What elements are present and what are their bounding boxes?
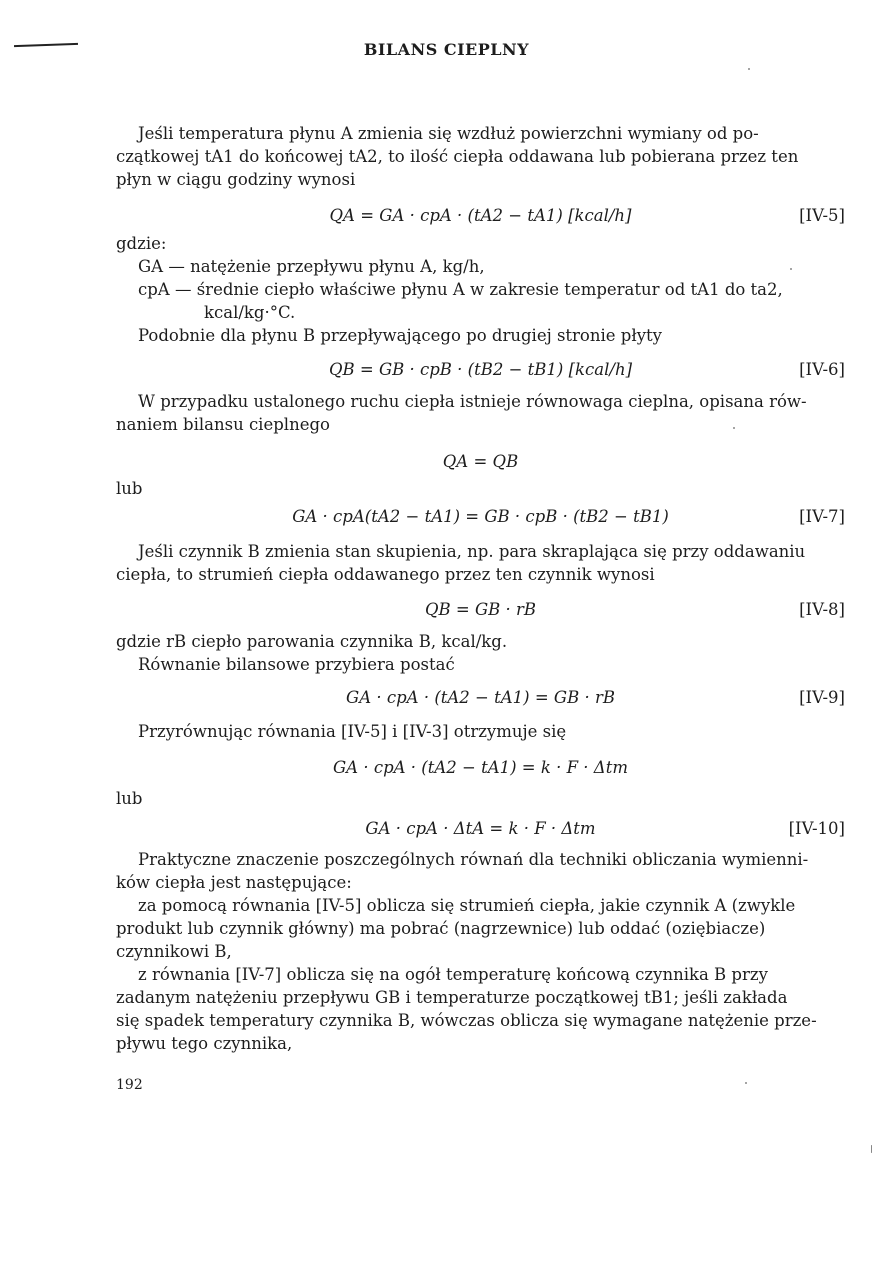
text-line: się spadek temperatury czynnika B, wówczas oblicza się wymagane natężenie prze- [116, 1011, 817, 1030]
text-line: gdzie rB ciepło parowania czynnika B, kcal/kg. [116, 632, 508, 651]
definition-cpa [116, 278, 845, 324]
text-line: ciepła, to strumień ciepła oddawanego przez ten czynnik wynosi [116, 565, 655, 584]
text-line: produkt lub czynnik główny) ma pobrać (nagrzewnice) lub oddać (oziębiacze) [116, 919, 766, 938]
equation-number: [IV-8] [799, 600, 845, 619]
paragraph-use-iv5 [116, 894, 845, 963]
text-line: pływu tego czynnika, [116, 1034, 293, 1053]
text-line: Jeśli temperatura płynu A zmienia się wzdłuż powierzchni wymiany od po- [138, 124, 759, 143]
paragraph-intro [116, 122, 845, 191]
equation-formula: QB = GB · cpB · (tB2 − tB1) [kcal/h] [328, 360, 633, 379]
equation-number: [IV-6] [799, 360, 845, 379]
equation-iv-10 [116, 815, 845, 843]
text-line: ków ciepła jest następujące: [116, 873, 352, 892]
definition-ga [116, 255, 845, 278]
text-line: naniem bilansu cieplnego [116, 415, 330, 434]
text-line: zadanym natężeniu przepływu GB i temperaturze początkowej tB1; jeśli zakłada [116, 988, 788, 1007]
paragraph-use-iv7 [116, 963, 845, 1055]
equation-formula: GA · cpA · (tA2 − tA1) = k · F · Δtm [333, 758, 628, 777]
equation-number: [IV-7] [799, 507, 845, 526]
text-line: lub [116, 789, 143, 808]
equation-equated [116, 754, 845, 782]
equation-number: [IV-5] [799, 206, 845, 225]
equation-formula: GA · cpA · ΔtA = k · F · Δtm [365, 819, 596, 838]
equation-iv-5 [116, 202, 845, 230]
equation-iv-7 [116, 503, 845, 531]
paragraph-fluid-b [116, 324, 845, 347]
equation-formula: GA · cpA(tA2 − tA1) = GB · cpB · (tB2 − tB1) [292, 507, 669, 526]
equation-balance [116, 448, 845, 476]
text-line: czynnikowi B, [116, 942, 232, 961]
scan-speck [733, 427, 735, 429]
paragraph-rb [116, 630, 845, 653]
paragraph-or-2 [116, 787, 845, 810]
text-line: cpA — średnie ciepło właściwe płynu A w zakresie temperatur od tA1 do ta2, [138, 280, 783, 299]
text-line: czątkowej tA1 do końcowej tA2, to ilość ciepła oddawana lub pobierana przez ten [116, 147, 799, 166]
text-line: Jeśli czynnik B zmienia stan skupienia, np. para skraplająca się przy oddawaniu [138, 542, 806, 561]
running-head: BILANS CIEPLNY [363, 40, 530, 59]
text-line: za pomocą równania [IV-5] oblicza się strumień ciepła, jakie czynnik A (zwykle [138, 896, 796, 915]
paragraph-phase-change [116, 540, 845, 586]
paragraph-or [116, 477, 845, 500]
equation-formula: QA = GA · cpA · (tA2 − tA1) [kcal/h] [329, 206, 632, 225]
equation-iv-6 [116, 356, 845, 384]
scan-speck [745, 1082, 747, 1084]
paragraph-where [116, 232, 845, 255]
equation-iv-9 [116, 684, 845, 712]
text-line: Przyrównując równania [IV-5] i [IV-3] otrzymuje się [138, 722, 567, 741]
text-line: Praktyczne znaczenie poszczególnych równań dla techniki obliczania wymienni- [138, 850, 809, 869]
text-line: kcal/kg·°C. [204, 303, 296, 322]
equation-formula: QB = GB · rB [424, 600, 537, 619]
equation-formula: QA = QB [442, 452, 519, 471]
equation-formula: GA · cpA · (tA2 − tA1) = GB · rB [346, 688, 615, 707]
paragraph-balance-form [116, 653, 845, 676]
text-line: W przypadku ustalonego ruchu ciepła istnieje równowaga cieplna, opisana rów- [138, 392, 807, 411]
equation-number: [IV-9] [799, 688, 845, 707]
scan-speck [871, 1145, 872, 1153]
text-line: płyn w ciągu godziny wynosi [116, 170, 356, 189]
text-line: Równanie bilansowe przybiera postać [138, 655, 455, 674]
scan-speck [790, 268, 792, 270]
text-line: z równania [IV-7] oblicza się na ogół temperaturę końcową czynnika B przy [138, 965, 768, 984]
paragraph-practical [116, 848, 845, 894]
page-number: 192 [116, 1077, 143, 1093]
equation-number: [IV-10] [788, 819, 845, 838]
text-line: GA — natężenie przepływu płynu A, kg/h, [138, 257, 485, 276]
text-line: gdzie: [116, 234, 167, 253]
text-line: Podobnie dla płynu B przepływającego po drugiej stronie płyty [138, 326, 662, 345]
equation-iv-8 [116, 596, 845, 624]
text-line: lub [116, 479, 143, 498]
scan-speck [748, 68, 750, 70]
paragraph-equating [116, 720, 845, 743]
paragraph-steady-state [116, 390, 845, 436]
